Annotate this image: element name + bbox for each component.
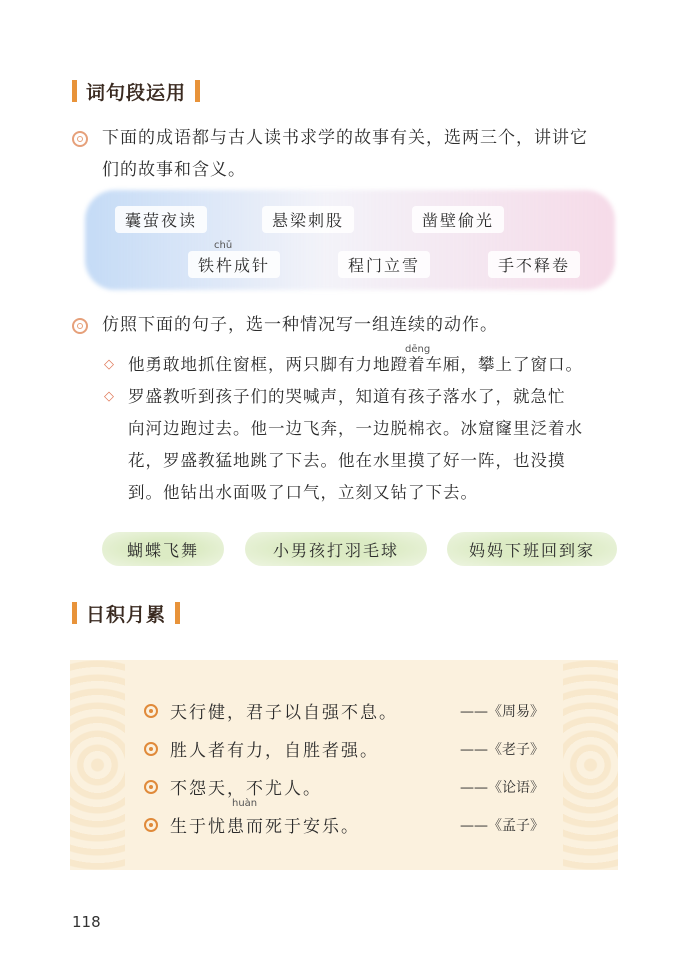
example1: 他勇敢地抓住窗框，两只脚有力地蹬着车厢，攀上了窗口。	[128, 355, 583, 374]
idiom-chip: 凿壁偷光	[412, 206, 504, 233]
option-pill: 小男孩打羽毛球	[245, 532, 427, 566]
pinyin-chu: chǔ	[214, 240, 233, 251]
quote-text: 胜人者有力，自胜者强。	[170, 741, 379, 761]
task1-text	[102, 122, 622, 186]
idiom-chip: 手不释卷	[488, 251, 580, 278]
panel-pattern-left	[70, 660, 125, 870]
task2-instruction: 仿照下面的句子，选一种情况写一组连续的动作。	[102, 315, 498, 335]
quote-text: 不怨天，不尤人。	[170, 779, 322, 799]
quote-bullet-icon	[144, 742, 158, 756]
heading-bar-left	[72, 80, 77, 102]
panel-pattern-right	[563, 660, 618, 870]
heading-bar-right	[175, 602, 180, 624]
heading-bar-left	[72, 602, 77, 624]
quote-bullet-icon	[144, 818, 158, 832]
example2	[128, 381, 583, 509]
pinyin-deng: dēng	[405, 344, 431, 355]
idiom-chip: 悬梁刺股	[262, 206, 354, 233]
diamond-bullet-icon: ◇	[104, 357, 114, 372]
quotes-panel	[70, 660, 618, 870]
task-bullet-icon	[72, 131, 88, 147]
quote-source: ——《周易》	[460, 704, 544, 720]
idiom-chip: 铁杵成针	[188, 251, 280, 278]
idiom-chip: 囊萤夜读	[115, 206, 207, 233]
quote-bullet-icon	[144, 704, 158, 718]
pinyin-huan: huàn	[232, 798, 258, 809]
example2-line: 向河边跑过去。他一边飞奔，一边脱棉衣。冰窟窿里泛着水	[128, 419, 583, 438]
task1-line1: 下面的成语都与古人读书求学的故事有关，选两三个，讲讲它	[102, 128, 588, 148]
section-title: 词句段运用	[86, 81, 187, 104]
heading-bar-right	[195, 80, 200, 102]
example2-line: 罗盛教听到孩子们的哭喊声，知道有孩子落水了，就急忙	[128, 387, 566, 406]
section-heading-ci-ju-duan	[72, 78, 200, 104]
option-pill: 妈妈下班回到家	[447, 532, 617, 566]
diamond-bullet-icon: ◇	[104, 389, 114, 404]
quote-source: ——《孟子》	[460, 818, 544, 834]
idiom-chip: 程门立雪	[338, 251, 430, 278]
example2-line: 到。他钻出水面吸了口气，立刻又钻了下去。	[128, 483, 478, 502]
quote-bullet-icon	[144, 780, 158, 794]
quote-source: ——《论语》	[460, 780, 544, 796]
example2-line: 花，罗盛教猛地跳了下去。他在水里摸了好一阵，也没摸	[128, 451, 566, 470]
quote-text: 生于忧患而死于安乐。	[170, 817, 360, 837]
option-pill: 蝴蝶飞舞	[102, 532, 224, 566]
section-heading-ri-ji-yue-lei	[72, 600, 180, 626]
quote-text: 天行健，君子以自强不息。	[170, 703, 398, 723]
page-number: 118	[72, 913, 101, 931]
quote-source: ——《老子》	[460, 742, 544, 758]
section-title: 日积月累	[86, 603, 167, 626]
task-bullet-icon	[72, 318, 88, 334]
task1-line2: 们的故事和含义。	[102, 160, 246, 180]
